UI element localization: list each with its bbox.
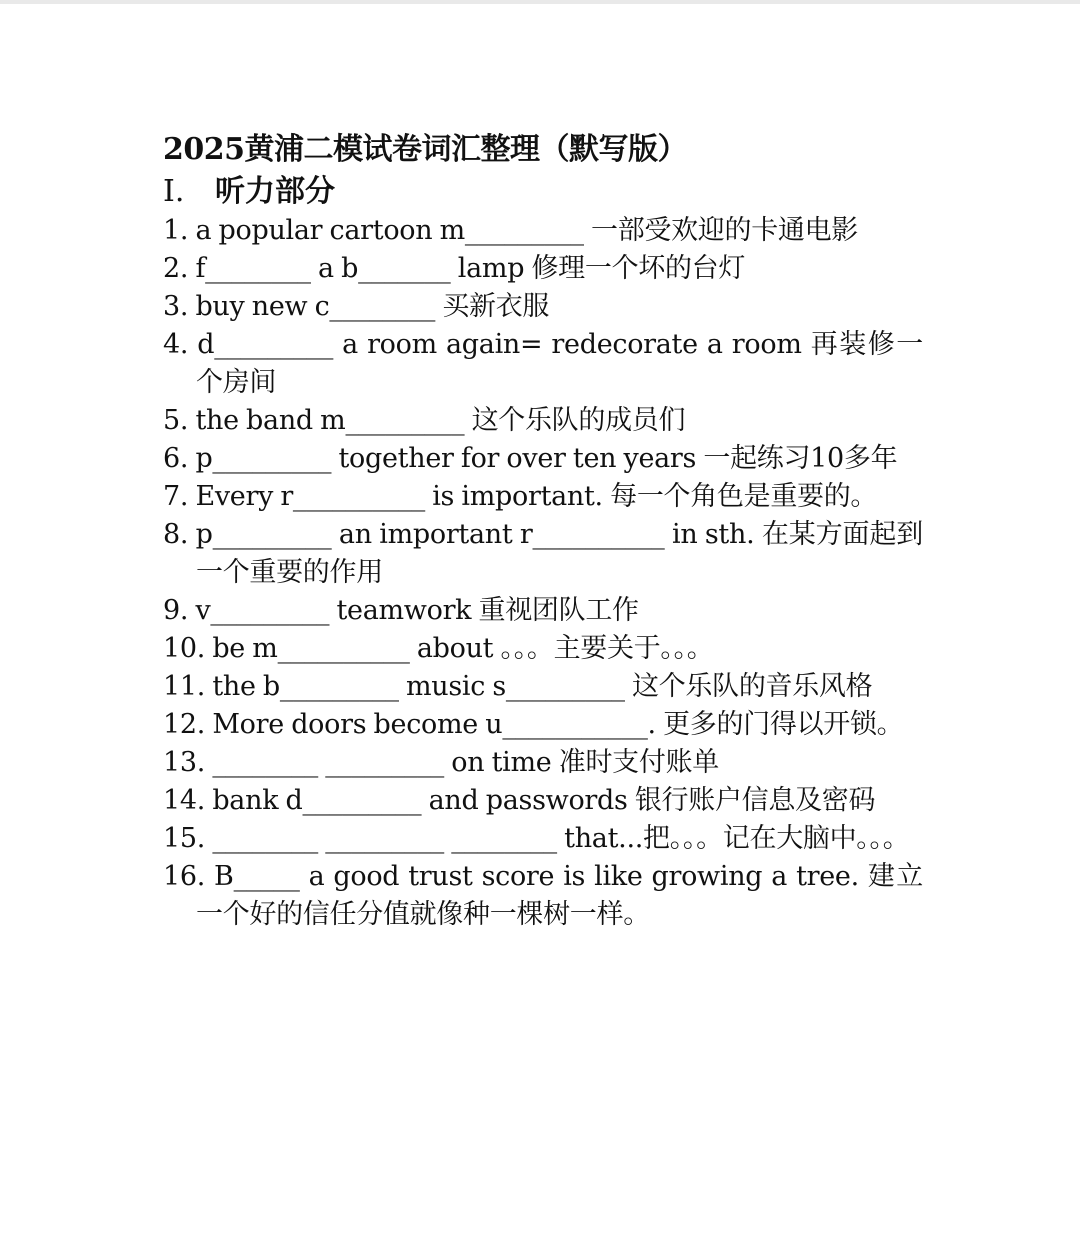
section-heading: [163, 172, 923, 212]
top-border: [0, 0, 1080, 4]
list-item: 13. ________ _________ on time 准时支付账单: [163, 747, 719, 778]
list-item: 10. be m__________ about 。。。主要关于。。。: [163, 633, 714, 664]
vocabulary-list: [163, 212, 923, 934]
list-item: 3. buy new c________ 买新衣服: [163, 291, 550, 322]
list-item: 12. More doors become u___________. 更多的门得以开锁。: [163, 709, 904, 740]
list-item: 11. the b_________ music s_________ 这个乐队的音乐风格: [163, 671, 873, 702]
list-item: 6. p_________ together for over ten years 一起练习10多年: [163, 443, 898, 474]
list-item: 8. p_________ an important r__________ in sth. 在某方面起到一个重要的作用: [163, 519, 923, 588]
list-item: 5. the band m_________ 这个乐队的成员们: [163, 405, 686, 436]
list-item: 1. a popular cartoon m_________ 一部受欢迎的卡通电影: [163, 215, 858, 246]
list-item: 15. ________ _________ ________ that...把。。。记在大脑中。。。: [163, 823, 910, 854]
list-item: 2. f________ a b_______ lamp 修理一个坏的台灯: [163, 253, 746, 284]
worksheet-document: [163, 128, 923, 934]
section-label: 听力部分: [215, 174, 335, 209]
page-title: 2025黄浦二模试卷词汇整理（默写版）: [163, 132, 687, 167]
section-number: I.: [163, 174, 185, 209]
list-item: 9. v_________ teamwork 重视团队工作: [163, 595, 639, 626]
list-item: 14. bank d_________ and passwords 银行账户信息及密码: [163, 785, 876, 816]
list-item: 7. Every r__________ is important. 每一个角色是重要的。: [163, 481, 878, 512]
list-item: 4. d_________ a room again= redecorate a room 再装修一个房间: [163, 329, 923, 398]
list-item: 16. B_____ a good trust score is like growing a tree. 建立一个好的信任分值就像种一棵树一样。: [163, 861, 923, 930]
